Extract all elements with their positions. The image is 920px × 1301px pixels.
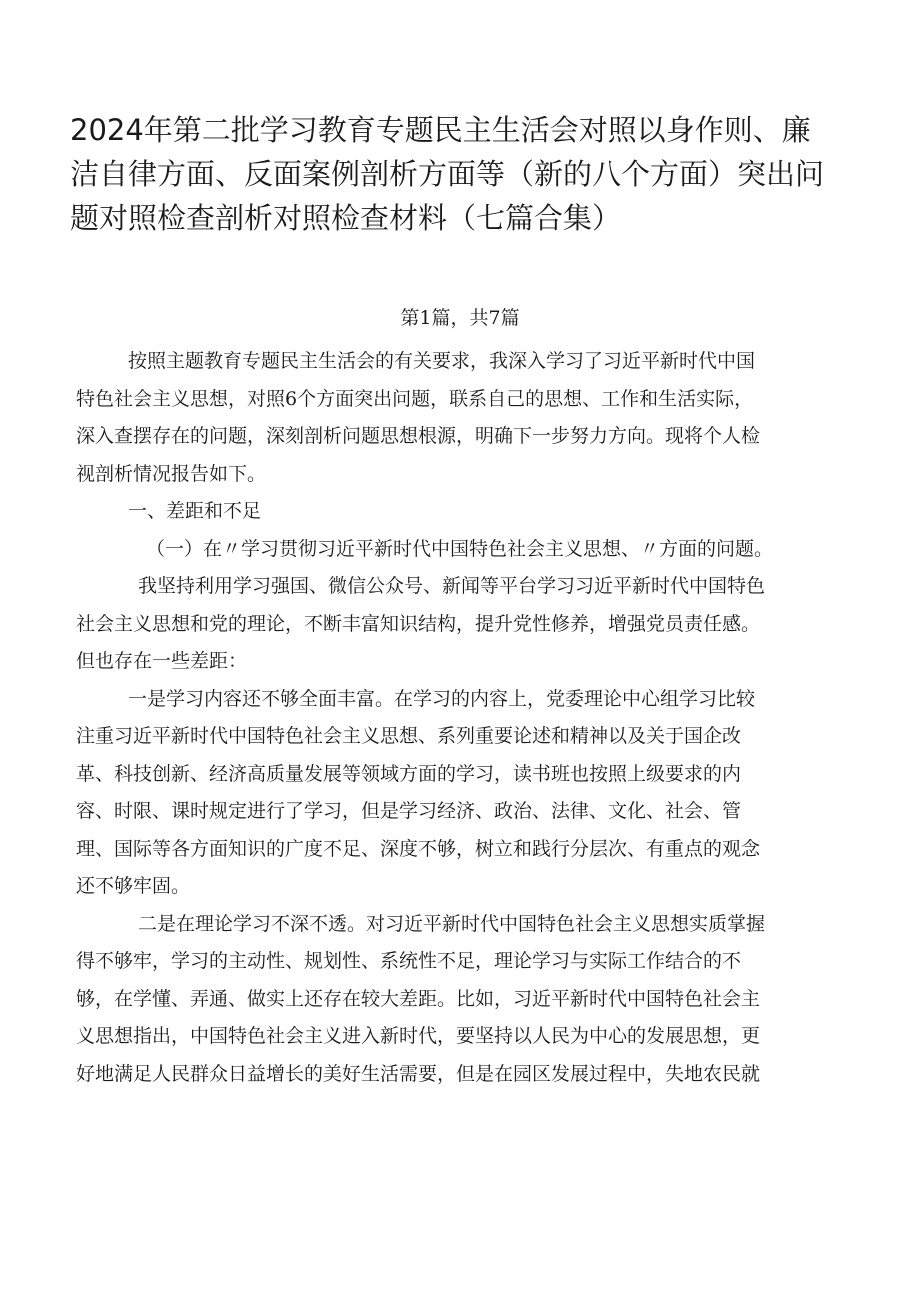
text-line: 社会主义思想和党的理论，不断丰富知识结构，提升党性修养，增强党员责任感。 [76,612,761,635]
text-line: 注重习近平新时代中国特色社会主义思想、系列重要论述和精神以及关于国企改 [76,725,742,747]
text-line: 革、科技创新、经济高质量发展等领域方面的学习，读书班也按照上级要求的内 [76,762,742,785]
paragraph [76,568,866,681]
document-subtitle: 第1篇，共7篇 [400,307,520,329]
text-line: 按照主题教育专题民主生活会的有关要求，我深入学习了习近平新时代中国 [128,350,756,372]
paragraph-intro [76,343,866,493]
text-line: 理、国际等各方面知识的广度不足、深度不够，树立和践行分层次、有重点的观念 [76,837,761,860]
paragraph [76,906,866,1094]
text-line: 视剖析情况报告如下。 [76,462,267,485]
text-line: 特色社会主义思想，对照6个方面突出问题，联系自己的思想、工作和生活实际， [76,387,754,410]
text-line: 还不够牢固。 [76,875,191,897]
document-body [76,343,866,1093]
text-line: 一是学习内容还不够全面丰富。在学习的内容上，党委理论中心组学习比较 [128,687,756,710]
text-line: 义思想指出，中国特色社会主义进入新时代，要坚持以人民为中心的发展思想，更 [76,1025,761,1047]
text-line: 得不够牢，学习的主动性、规划性、系统性不足，理论学习与实际工作结合的不 [76,950,742,972]
title-line: 洁自律方面、反面案例剖析方面等（新的八个方面）突出问 [70,157,825,191]
text-line: 但也存在一些差距： [76,650,248,672]
text-line: 我坚持利用学习强国、微信公众号、新闻等平台学习习近平新时代中国特色 [138,575,766,597]
text-line: 深入查摆存在的问题，深刻剖析问题思想根源，明确下一步努力方向。现将个人检 [76,425,761,447]
title-line: 2024年第二批学习教育专题民主生活会对照以身作则、廉 [70,113,811,147]
text-line: 够，在学懂、弄通、做实上还存在较大差距。比如，习近平新时代中国特色社会主 [76,987,761,1010]
title-line: 题对照检查剖析对照检查材料（七篇合集） [70,201,622,235]
text-line: 好地满足人民群众日益增长的美好生活需要，但是在园区发展过程中，失地农民就 [76,1062,761,1085]
paragraph [76,681,866,906]
text-line: 二是在理论学习不深不透。对习近平新时代中国特色社会主义思想实质掌握 [138,912,766,935]
subsection-heading [76,531,866,569]
section-heading [76,493,866,531]
text-line: 容、时限、课时规定进行了学习，但是学习经济、政治、法律、文化、社会、管 [76,800,742,822]
text-line: 一、差距和不足 [128,500,262,522]
document-title [70,108,860,240]
text-line: （一）在〃学习贯彻习近平新时代中国特色社会主义思想、〃方面的问题。 [146,537,774,560]
